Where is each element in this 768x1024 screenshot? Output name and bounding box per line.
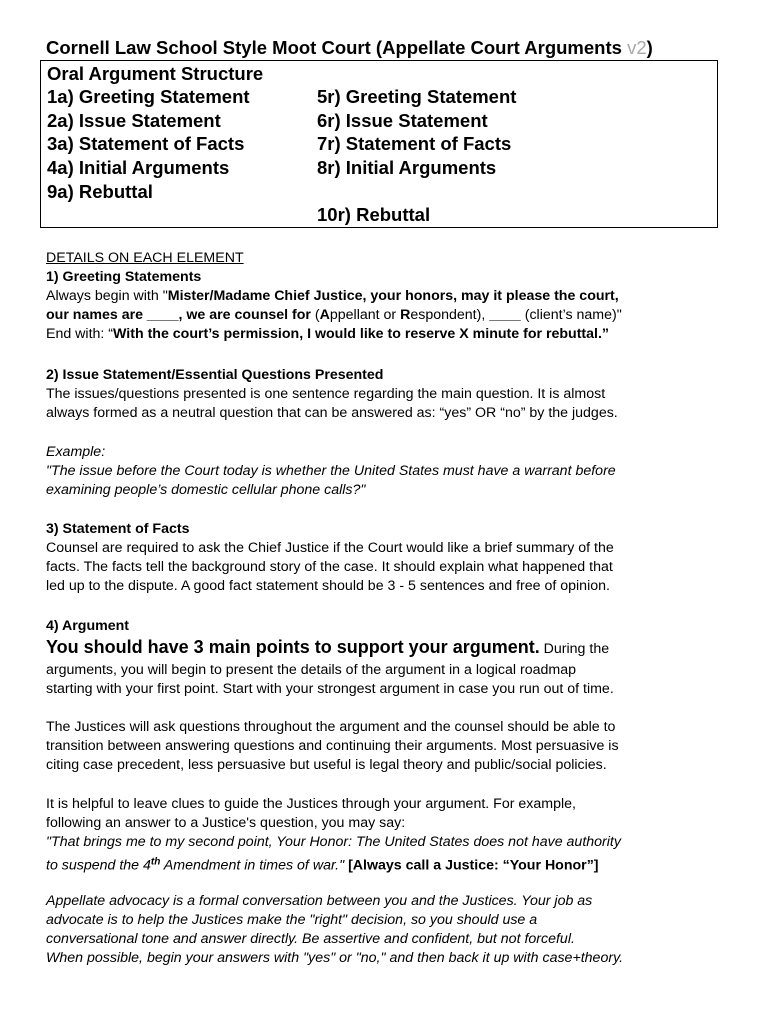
- advocacy-line3: conversational tone and answer directly. Be assertive and confident, but not forceful.: [46, 931, 575, 947]
- greeting-line3-a: End with: “: [46, 326, 114, 342]
- greeting-line1-b: Mister/Madame Chief Justice, your honors, may it please the court,: [167, 288, 619, 304]
- structure-left-3: 3a) Statement of Facts: [47, 133, 245, 154]
- facts-heading: 3) Statement of Facts: [46, 521, 190, 537]
- title-version: v2: [627, 37, 647, 58]
- clues-line4-sup: th: [150, 856, 161, 867]
- structure-right-5: 10r) Rebuttal: [317, 204, 431, 225]
- details-heading-text: DETAILS ON EACH ELEMENT: [46, 250, 244, 266]
- clues-line1: It is helpful to leave clues to guide the Justices through your argument. For example,: [46, 796, 576, 812]
- justices-line2: transition between answering questions and continuing their arguments. Most persuasive is: [46, 738, 619, 754]
- greeting-line2-g: ____: [489, 307, 521, 323]
- structure-left-5: 9a) Rebuttal: [47, 181, 153, 202]
- structure-right-1: 5r) Greeting Statement: [317, 86, 517, 107]
- structure-heading: Oral Argument Structure: [47, 63, 264, 84]
- argument-line2: arguments, you will begin to present the details of the argument in a logical roadmap: [46, 662, 576, 678]
- structure-right-4: 8r) Initial Arguments: [317, 157, 497, 178]
- greeting-line2-b: (: [310, 307, 320, 323]
- section-issue: [46, 366, 736, 423]
- section-greeting: [46, 268, 736, 344]
- issue-example: [46, 443, 736, 500]
- structure-right-2: 6r) Issue Statement: [317, 110, 488, 131]
- structure-left-2: 2a) Issue Statement: [47, 110, 221, 131]
- advocacy-line4: When possible, begin your answers with "yes" or "no," and then back it up with case+theory.: [46, 950, 624, 966]
- greeting-line2-a: our names are ____, we are counsel for: [46, 307, 311, 323]
- clues-line4-b: Amendment in times of war.": [160, 857, 345, 874]
- argument-heading: 4) Argument: [46, 618, 130, 634]
- structure-box: [40, 60, 718, 228]
- issue-heading: 2) Issue Statement/Essential Questions Presented: [46, 367, 384, 383]
- example-line2: examining people’s domestic cellular phone calls?": [46, 482, 366, 498]
- greeting-line2-c: A: [319, 307, 330, 323]
- argument-advocacy: [46, 892, 736, 968]
- greeting-line1-a: Always begin with ": [46, 288, 168, 304]
- document-title: [46, 36, 726, 60]
- justices-line1: The Justices will ask questions throughout the argument and the counsel should be able to: [46, 719, 616, 735]
- structure-right-3: 7r) Statement of Facts: [317, 133, 512, 154]
- advocacy-line2: advocate is to help the Justices make the "right" decision, so you should use a: [46, 912, 538, 928]
- clues-line3: "That brings me to my second point, Your Honor: The United States does not have authority: [46, 834, 621, 850]
- facts-line3: led up to the dispute. A good fact statement should be 3 - 5 sentences and free of opinion.: [46, 578, 610, 594]
- argument-main-points: You should have 3 main points to support your argument.: [46, 637, 540, 657]
- example-label: Example:: [46, 444, 106, 460]
- greeting-line2-d: ppellant or: [329, 307, 401, 323]
- section-facts: [46, 520, 736, 596]
- clues-line4-c: [Always call a Justice: “Your Honor”]: [344, 857, 599, 874]
- title-text: Cornell Law School Style Moot Court (Appellate Court Arguments: [46, 37, 628, 58]
- greeting-heading: 1) Greeting Statements: [46, 269, 202, 285]
- argument-clues: [46, 795, 736, 876]
- greeting-line3-b: With the court’s permission, I would like to reserve X minute for rebuttal.”: [113, 326, 610, 342]
- argument-line1-tail: During the: [539, 641, 610, 657]
- greeting-line2-h: (client’s name)": [520, 307, 622, 323]
- structure-left-4: 4a) Initial Arguments: [47, 157, 230, 178]
- clues-line4-a: to suspend the 4: [46, 857, 151, 874]
- facts-line2: facts. The facts tell the background story of the case. It should explain what happened that: [46, 559, 613, 575]
- argument-justices: [46, 718, 736, 775]
- example-line1: "The issue before the Court today is whether the United States must have a warrant before: [46, 463, 616, 479]
- issue-line2: always formed as a neutral question that can be answered as: “yes” OR “no” by the judges.: [46, 405, 618, 421]
- advocacy-line1: Appellate advocacy is a formal conversation between you and the Justices. Your job as: [46, 893, 593, 909]
- argument-line3: starting with your first point. Start with your strongest argument in case you run out of time.: [46, 681, 614, 697]
- title-close: ): [646, 37, 653, 58]
- issue-line1: The issues/questions presented is one sentence regarding the main question. It is almost: [46, 386, 606, 402]
- justices-line3: citing case precedent, less persuasive but useful is legal theory and public/social policies.: [46, 757, 607, 773]
- clues-line2: following an answer to a Justice's question, you may say:: [46, 815, 406, 831]
- greeting-line2-e: R: [400, 307, 411, 323]
- section-argument: [46, 617, 736, 699]
- facts-line1: Counsel are required to ask the Chief Justice if the Court would like a brief summary of the: [46, 540, 614, 556]
- details-heading: [46, 249, 736, 268]
- structure-left-1: 1a) Greeting Statement: [47, 86, 250, 107]
- greeting-line2-f: espondent),: [410, 307, 490, 323]
